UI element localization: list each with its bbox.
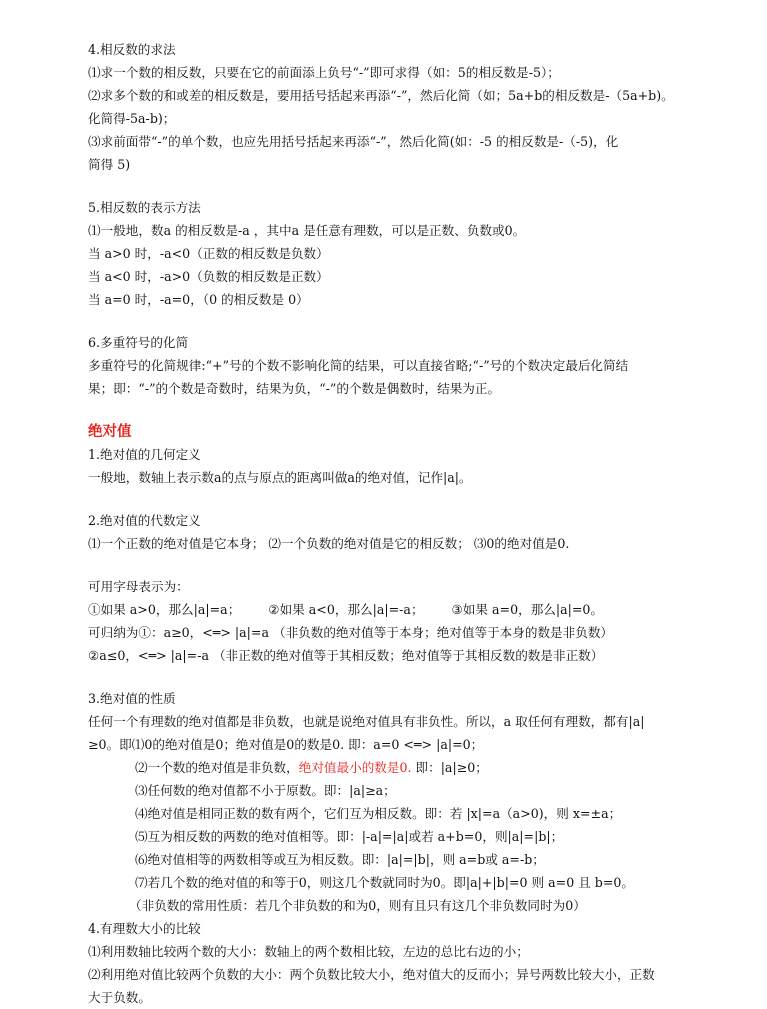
paragraph-line: 一般地，数轴上表示数a的点与原点的距离叫做a的绝对值，记作|a|。 [88,470,472,485]
property-note: （非负数的常用性质：若几个非负数的和为0，则有且只有这几个非负数同时为0） [129,898,586,913]
paragraph-line: 当 a>0 时，-a<0（正数的相反数是负数） [88,246,329,261]
paragraph-line: ⑵求多个数的和或差的相反数是，要用括号括起来再添“-”，然后化简（如；5a+b的相反数是-（5a+b)。 [88,88,674,103]
paragraph-line: ②a≤0，<═> |a|=-a （非正数的绝对值等于其相反数；绝对值等于其相反数的数是非正数） [88,648,604,663]
property-7: ⑺若几个数的绝对值的和等于0，则这几个数就同时为0。即|a|+|b|=0 则 a=0 且 b=0。 [135,875,635,890]
paragraph-line: 当 a<0 时，-a>0（负数的相反数是正数） [88,269,329,284]
paragraph-line: ⑵利用绝对值比较两个负数的大小：两个负数比较大小，绝对值大的反而小；异号两数比较大小，正数 [88,967,655,982]
section-title-5: 5.相反数的表示方法 [88,200,201,215]
section-title-abs-3: 3.绝对值的性质 [88,691,176,706]
highlight-text: 绝对值最小的数是0. [298,760,412,775]
section-title-abs-2: 2.绝对值的代数定义 [88,513,201,528]
paragraph-line: 任何一个有理数的绝对值都是非负数，也就是说绝对值具有非负性。所以，a 取任何有理数，都有|a| [88,714,645,729]
property-4: ⑷绝对值是相同正数的数有两个，它们互为相反数。即：若 |x|=a（a>0)，则 x=±a； [135,806,622,821]
paragraph-line: 可用字母表示为： [88,579,189,594]
case-3: ③如果 a=0，那么|a|=0。 [451,602,604,617]
property-5: ⑸互为相反数的两数的绝对值相等。即：|-a|=|a|或若 a+b=0，则|a|=|b|； [135,829,564,844]
paragraph-line: ⑴一般地，数a 的相反数是-a ，其中a 是任意有理数，可以是正数、负数或0。 [88,223,526,238]
property-2-text: ⑵一个数的绝对值是非负数， [135,760,299,775]
property-3: ⑶任何数的绝对值都不小于原数。即：|a|≥a； [135,783,396,798]
document-page [88,38,698,1009]
paragraph-line: ≥0。即⑴0的绝对值是0；绝对值是0的数是0. 即：a=0 <═> |a|=0； [88,737,484,752]
cases-line [88,598,698,621]
paragraph-line: 大于负数。 [88,990,151,1005]
paragraph-line: ⑴求一个数的相反数，只要在它的前面添上负号“-”即可求得（如：5的相反数是-5）； [88,65,560,80]
paragraph-line: 化简得-5a-b)； [88,111,176,126]
property-6: ⑹绝对值相等的两数相等或互为相反数。即：|a|=|b|，则 a=b或 a=-b； [135,852,545,867]
property-2 [88,756,698,779]
paragraph-line: 可归纳为①：a≥0，<═> |a|=a （非负数的绝对值等于本身；绝对值等于本身的数是非负数） [88,625,614,640]
paragraph-line: ⑴利用数轴比较两个数的大小：数轴上的两个数相比较，左边的总比右边的小； [88,944,529,959]
paragraph-line: 多重符号的化简规律:“+”号的个数不影响化简的结果，可以直接省略;“-”号的个数决定最后化简结 [88,358,629,373]
case-2: ②如果 a<0，那么|a|=-a； [268,602,424,617]
paragraph-line: ⑶求前面带“-”的单个数，也应先用括号括起来再添“-”，然后化简(如：-5 的相反数是-（-5)，化 [88,134,619,149]
paragraph-line: 果；即：“-”的个数是奇数时，结果为负，“-”的个数是偶数时，结果为正。 [88,381,501,396]
section-title-6: 6.多重符号的化简 [88,335,189,350]
paragraph-line: ⑴一个正数的绝对值是它本身； ⑵一个负数的绝对值是它的相反数； ⑶0的绝对值是0. [88,536,570,551]
case-1: ①如果 a>0，那么|a|=a； [88,602,241,617]
section-title-4: 4.相反数的求法 [88,42,176,57]
paragraph-line: 当 a=0 时，-a=0，（0 的相反数是 0） [88,292,309,307]
section-title-abs-4: 4.有理数大小的比较 [88,921,201,936]
section-title-abs-1: 1.绝对值的几何定义 [88,447,201,462]
paragraph-line: 简得 5) [88,157,131,172]
property-2-formula: 即：|a|≥0； [411,760,488,775]
absolute-value-heading: 绝对值 [88,423,132,440]
